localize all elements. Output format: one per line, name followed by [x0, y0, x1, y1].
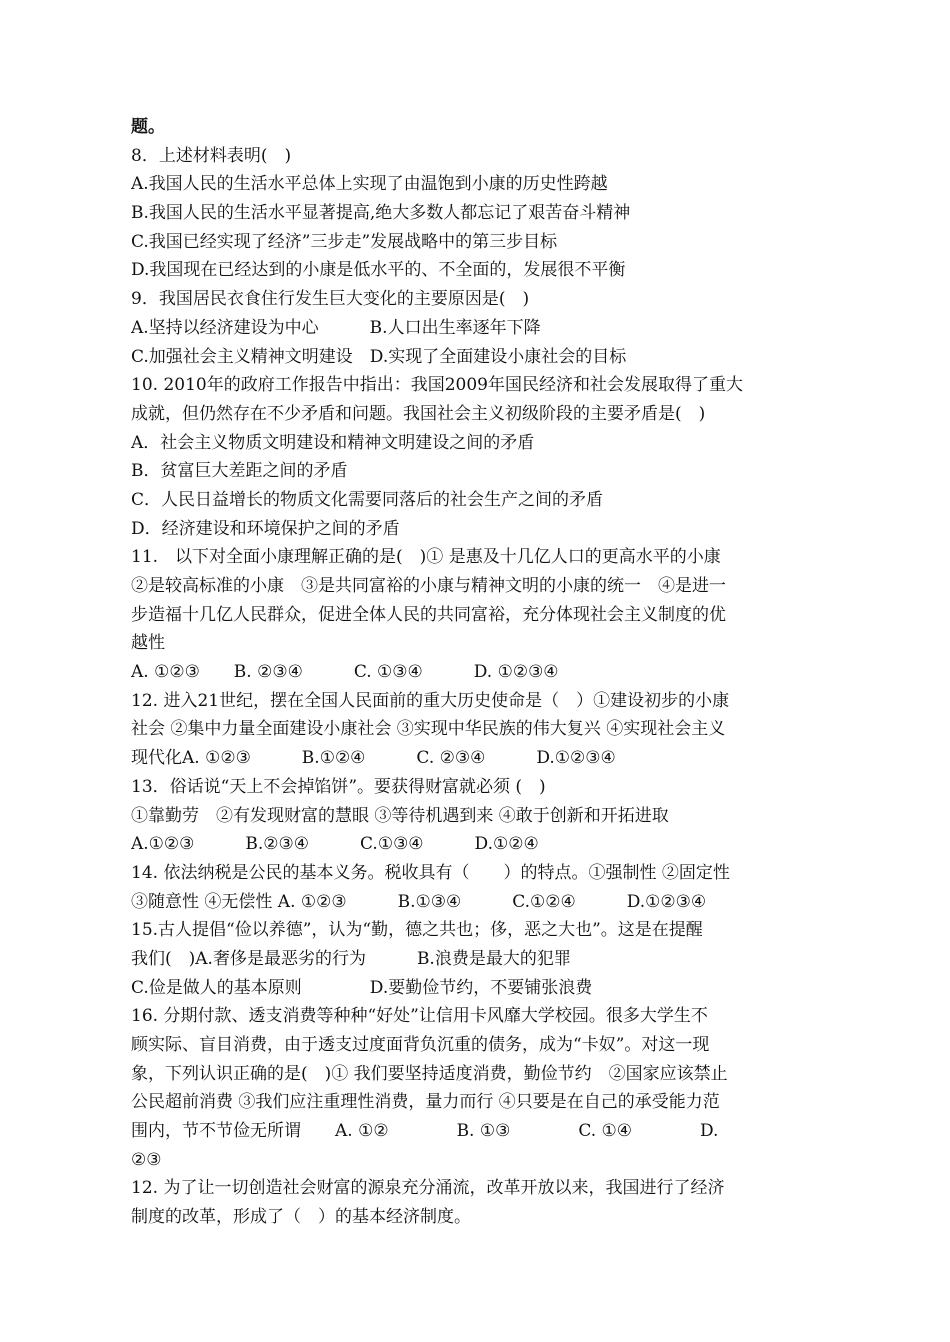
question-16-stem-1: 16. 分期付款、透支消费等种种“好处”让信用卡风靡大学校园。很多大学生不	[131, 1006, 708, 1027]
question-9-options-ab: A.坚持以经济建设为中心 B.人口出生率逐年下降	[131, 317, 541, 338]
question-11-options: A. ①②③ B. ②③④ C. ①③④ D. ①②③④	[131, 662, 559, 683]
question-15-options-ab: 我们( )A.奢侈是最恶劣的行为 B.浪费是最大的犯罪	[131, 948, 571, 969]
question-13-choices: ①靠勤劳 ②有发现财富的慧眼 ③等待机遇到来 ④敢于创新和开拓进取	[131, 805, 669, 826]
question-11-stem-4: 越性	[131, 633, 165, 654]
question-16-stem-3: 象，下列认识正确的是( )① 我们要坚持适度消费，勤俭节约 ②国家应该禁止	[131, 1063, 728, 1084]
question-9-stem: 9．我国居民衣食住行发生巨大变化的主要原因是( )	[131, 289, 530, 310]
question-14-options: ③随意性 ④无偿性 A. ①②③ B.①③④ C.①②④ D.①②③④	[131, 891, 707, 912]
question-10-stem-2: 成就，但仍然存在不少矛盾和问题。我国社会主义初级阶段的主要矛盾是( )	[131, 403, 706, 424]
question-11-stem-3: 步造福十几亿人民群众，促进全体人民的共同富裕，充分体现社会主义制度的优	[131, 604, 726, 625]
question-12-options: 现代化A. ①②③ B.①②④ C. ②③④ D.①②③④	[131, 748, 616, 769]
question-11-stem-2: ②是较高标准的小康 ③是共同富裕的小康与精神文明的小康的统一 ④是进一	[131, 576, 726, 596]
question-8-option-d: D.我国现在已经达到的小康是低水平的、不全面的，发展很不平衡	[131, 260, 626, 281]
question-13-options: A.①②③ B.②③④ C.①③④ D.①②④	[131, 834, 539, 855]
question-12b-stem-1: 12. 为了让一切创造社会财富的源泉充分涌流，改革开放以来，我国进行了经济	[131, 1178, 725, 1199]
question-10-option-a: A．社会主义物质文明建设和精神文明建设之间的矛盾	[131, 432, 535, 453]
question-12b-stem-2: 制度的改革，形成了（ ）的基本经济制度。	[131, 1207, 471, 1228]
question-8-stem: 8．上述材料表明( )	[131, 145, 292, 166]
question-8-option-c: C.我国已经实现了经济”三步走”发展战略中的第三步目标	[131, 231, 558, 252]
question-8-option-b: B.我国人民的生活水平显著提高,绝大多数人都忘记了艰苦奋斗精神	[131, 203, 631, 224]
question-10-option-d: D．经济建设和环境保护之间的矛盾	[131, 518, 400, 539]
question-16-stem-2: 顾实际、盲目消费，由于透支过度面背负沉重的债务，成为“卡奴”。对这一现	[131, 1035, 710, 1055]
question-12-stem-1: 12. 进入21世纪，摆在全国人民面前的重大历史使命是（ ）①建设初步的小康	[131, 690, 730, 711]
question-16-stem-4: 公民超前消费 ③我们应注重理性消费，量力而行 ④只要是在自己的承受能力范	[131, 1092, 720, 1113]
question-16-options-cont: ②③	[131, 1149, 162, 1170]
question-10-option-b: B．贫富巨大差距之间的矛盾	[131, 461, 348, 482]
question-12-stem-2: 社会 ②集中力量全面建设小康社会 ③实现中华民族的伟大复兴 ④实现社会主义	[131, 719, 726, 740]
question-9-options-cd: C.加强社会主义精神文明建设 D.实现了全面建设小康社会的目标	[131, 346, 627, 367]
question-14-stem: 14. 依法纳税是公民的基本义务。税收具有（ ）的特点。①强制性 ②固定性	[131, 862, 730, 883]
question-16-options: 围内，节不节俭无所谓 A. ①② B. ①③ C. ①④ D.	[131, 1121, 719, 1142]
text-line-0: 题。	[131, 117, 165, 137]
question-11-stem-1: 11. 以下对全面小康理解正确的是( )① 是惠及十几亿人口的更高水平的小康	[131, 547, 721, 568]
question-15-stem: 15.古人提倡“俭以养德”，认为“勤，德之共也；侈，恶之大也”。这是在提醒	[131, 920, 703, 941]
question-13-stem: 13．俗话说“天上不会掉馅饼”。要获得财富就必须 ( )	[131, 776, 546, 797]
question-15-options-cd: C.俭是做人的基本原则 D.要勤俭节约，不要铺张浪费	[131, 977, 593, 998]
question-8-option-a: A.我国人民的生活水平总体上实现了由温饱到小康的历史性跨越	[131, 174, 608, 195]
question-10-option-c: C．人民日益增长的物质文化需要同落后的社会生产之间的矛盾	[131, 489, 604, 510]
question-10-stem-1: 10. 2010年的政府工作报告中指出：我国2009年国民经济和社会发展取得了重大	[131, 375, 743, 396]
document-body	[131, 113, 819, 1232]
